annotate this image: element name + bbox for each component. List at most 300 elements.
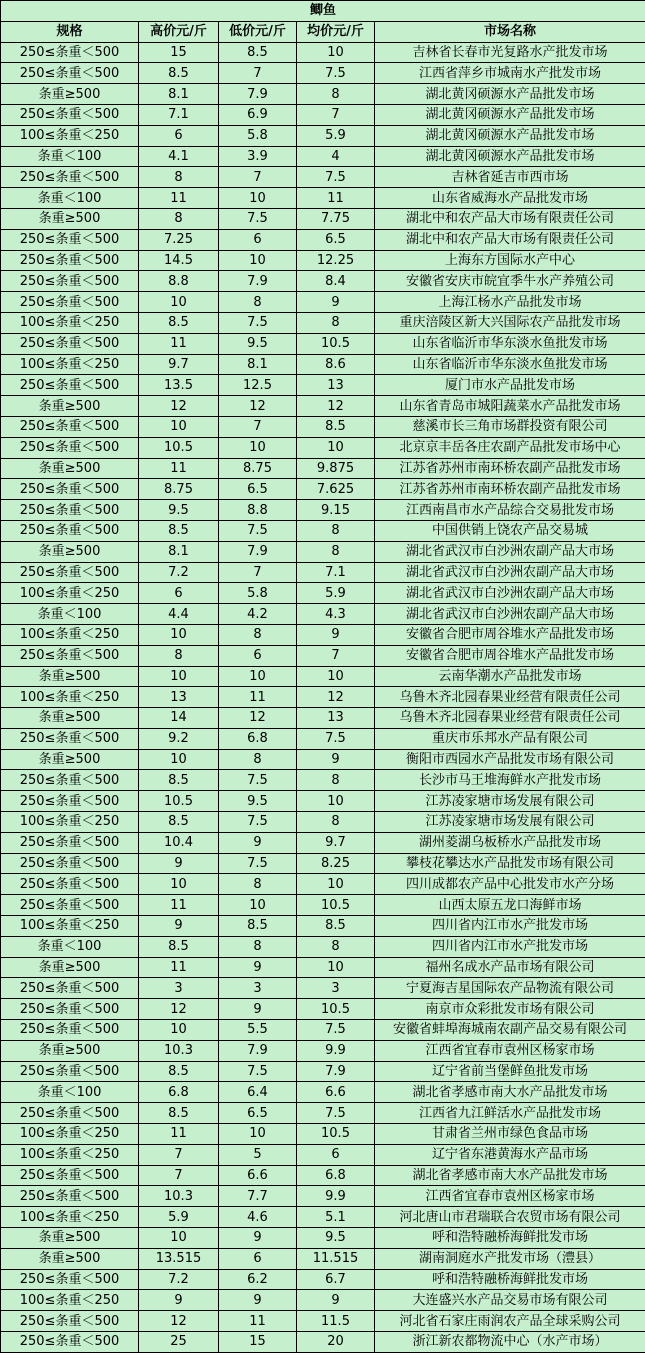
cell-high-price: 8 [139,167,219,188]
cell-avg-price: 4 [297,146,375,167]
cell-high-price: 8.5 [139,1061,219,1082]
cell-low-price: 11 [219,1311,297,1332]
table-row [1,104,645,125]
cell-high-price: 10 [139,666,219,687]
cell-low-price: 9.5 [219,791,297,812]
table-row [1,978,645,999]
cell-avg-price: 10.5 [297,1124,375,1145]
cell-avg-price: 7.5 [297,1020,375,1041]
table-row [1,42,645,63]
table-row [1,458,645,479]
cell-avg-price: 8 [297,936,375,957]
cell-spec: 250≤条重＜500 [1,375,139,396]
cell-low-price: 5.8 [219,583,297,604]
cell-high-price: 10 [139,874,219,895]
table-row [1,312,645,333]
cell-spec: 250≤条重＜500 [1,1311,139,1332]
cell-low-price: 10 [219,250,297,271]
cell-high-price: 8.1 [139,541,219,562]
cell-avg-price: 10 [297,957,375,978]
cell-high-price: 8 [139,645,219,666]
cell-avg-price: 7.1 [297,562,375,583]
table-title: 鲫鱼 [1,1,645,22]
cell-high-price: 13.515 [139,1248,219,1269]
cell-spec: 250≤条重＜500 [1,1269,139,1290]
cell-high-price: 10.3 [139,1186,219,1207]
table-row [1,1269,645,1290]
cell-spec: 条重＜100 [1,604,139,625]
cell-high-price: 9 [139,1290,219,1311]
cell-low-price: 10 [219,666,297,687]
cell-avg-price: 10 [297,437,375,458]
cell-market-name: 南京市众彩批发市场有限公司 [375,999,645,1020]
cell-low-price: 10 [219,437,297,458]
table-row [1,749,645,770]
table-row [1,916,645,937]
cell-spec: 250≤条重＜500 [1,63,139,84]
cell-avg-price: 5.9 [297,125,375,146]
cell-high-price: 10 [139,1020,219,1041]
cell-spec: 100≤条重＜250 [1,624,139,645]
table-row [1,333,645,354]
cell-high-price: 8.75 [139,479,219,500]
cell-spec: 250≤条重＜500 [1,520,139,541]
cell-avg-price: 10 [297,42,375,63]
cell-low-price: 7.5 [219,208,297,229]
cell-market-name: 山东省临沂市华东淡水鱼批发市场 [375,333,645,354]
cell-spec: 100≤条重＜250 [1,687,139,708]
cell-low-price: 7.9 [219,84,297,105]
cell-high-price: 6.8 [139,1082,219,1103]
table-row [1,791,645,812]
cell-market-name: 攀枝花攀达水产品批发市场有限公司 [375,853,645,874]
cell-spec: 条重≥500 [1,1228,139,1249]
table-row [1,770,645,791]
cell-market-name: 江西省宜春市袁州区杨家市场 [375,1186,645,1207]
cell-low-price: 11 [219,687,297,708]
cell-spec: 条重≥500 [1,1040,139,1061]
cell-avg-price: 8 [297,312,375,333]
cell-low-price: 9 [219,957,297,978]
cell-spec: 250≤条重＜500 [1,562,139,583]
table-row [1,624,645,645]
table-row [1,895,645,916]
cell-low-price: 7.5 [219,770,297,791]
cell-market-name: 山东省威海水产品批发市场 [375,188,645,209]
cell-market-name: 吉林省延吉市西市场 [375,167,645,188]
table-row [1,1207,645,1228]
cell-high-price: 11 [139,895,219,916]
cell-market-name: 湖州菱湖乌板桥水产品批发市场 [375,832,645,853]
cell-avg-price: 9 [297,1290,375,1311]
cell-spec: 250≤条重＜500 [1,333,139,354]
table-row [1,84,645,105]
cell-spec: 条重＜100 [1,188,139,209]
cell-market-name: 江西省萍乡市城南水产批发市场 [375,63,645,84]
cell-low-price: 7.9 [219,1040,297,1061]
cell-high-price: 12 [139,1311,219,1332]
cell-low-price: 5.8 [219,125,297,146]
cell-high-price: 15 [139,42,219,63]
table-row [1,1186,645,1207]
cell-market-name: 江西南昌市水产品综合交易批发市场 [375,500,645,521]
cell-spec: 条重≥500 [1,708,139,729]
cell-market-name: 云南华潮水产品批发市场 [375,666,645,687]
cell-low-price: 6.8 [219,728,297,749]
cell-low-price: 7.5 [219,312,297,333]
table-row [1,416,645,437]
cell-spec: 条重≥500 [1,957,139,978]
cell-low-price: 3.9 [219,146,297,167]
cell-high-price: 8.5 [139,1103,219,1124]
cell-low-price: 7.9 [219,271,297,292]
cell-market-name: 江苏省苏州市南环桥农副产品批发市场 [375,458,645,479]
table-row [1,437,645,458]
cell-low-price: 9 [219,1290,297,1311]
cell-spec: 条重≥500 [1,84,139,105]
cell-high-price: 10.5 [139,437,219,458]
cell-high-price: 6 [139,583,219,604]
cell-low-price: 7.5 [219,853,297,874]
cell-spec: 条重≥500 [1,541,139,562]
cell-market-name: 乌鲁木齐北园春果业经营有限责任公司 [375,687,645,708]
cell-avg-price: 8.25 [297,853,375,874]
cell-spec: 250≤条重＜500 [1,479,139,500]
cell-spec: 250≤条重＜500 [1,1186,139,1207]
table-row [1,1144,645,1165]
table-row [1,604,645,625]
cell-low-price: 4.6 [219,1207,297,1228]
table-row [1,1082,645,1103]
table-row [1,728,645,749]
cell-market-name: 湖北中和农产品大市场有限责任公司 [375,229,645,250]
cell-low-price: 8 [219,936,297,957]
table-row [1,396,645,417]
cell-spec: 100≤条重＜250 [1,354,139,375]
cell-high-price: 9.5 [139,500,219,521]
cell-avg-price: 6 [297,1144,375,1165]
cell-market-name: 呼和浩特融桥海鲜批发市场 [375,1269,645,1290]
table-row [1,999,645,1020]
table-row [1,188,645,209]
cell-low-price: 15 [219,1332,297,1353]
cell-avg-price: 5.1 [297,1207,375,1228]
table-row [1,292,645,313]
cell-spec: 250≤条重＜500 [1,416,139,437]
cell-low-price: 6.5 [219,1103,297,1124]
table-row [1,1248,645,1269]
cell-avg-price: 9.5 [297,1228,375,1249]
cell-high-price: 11 [139,333,219,354]
cell-low-price: 6.6 [219,1165,297,1186]
cell-spec: 250≤条重＜500 [1,853,139,874]
cell-market-name: 江苏凌家塘市场发展有限公司 [375,812,645,833]
cell-high-price: 5.9 [139,1207,219,1228]
table-row [1,1290,645,1311]
cell-low-price: 8 [219,749,297,770]
cell-market-name: 重庆涪陵区新大兴国际农产品批发市场 [375,312,645,333]
cell-low-price: 8.1 [219,354,297,375]
cell-spec: 250≤条重＜500 [1,437,139,458]
cell-low-price: 6 [219,1248,297,1269]
cell-low-price: 9 [219,999,297,1020]
cell-avg-price: 6.6 [297,1082,375,1103]
cell-high-price: 10 [139,416,219,437]
cell-market-name: 辽宁省前当堡鲜鱼批发市场 [375,1061,645,1082]
cell-high-price: 9 [139,853,219,874]
cell-spec: 条重≥500 [1,749,139,770]
cell-high-price: 7.2 [139,562,219,583]
cell-avg-price: 13 [297,708,375,729]
cell-market-name: 湖北省孝感市南大水产品批发市场 [375,1165,645,1186]
table-row [1,271,645,292]
cell-low-price: 8 [219,874,297,895]
cell-spec: 250≤条重＜500 [1,104,139,125]
cell-low-price: 7 [219,562,297,583]
title-row [1,1,645,22]
cell-high-price: 14.5 [139,250,219,271]
header-avg-price: 均价元/斤 [297,21,375,42]
cell-spec: 250≤条重＜500 [1,229,139,250]
cell-spec: 条重≥500 [1,666,139,687]
header-high-price: 高价元/斤 [139,21,219,42]
cell-high-price: 25 [139,1332,219,1353]
cell-low-price: 7.5 [219,1061,297,1082]
table-row [1,645,645,666]
cell-market-name: 安徽省合肥市周谷堆水产品批发市场 [375,645,645,666]
cell-market-name: 江苏凌家塘市场发展有限公司 [375,791,645,812]
cell-spec: 条重＜100 [1,146,139,167]
table-row [1,229,645,250]
table-row [1,146,645,167]
cell-market-name: 河北省石家庄雨润农产品全球采购公司 [375,1311,645,1332]
cell-avg-price: 8 [297,812,375,833]
cell-avg-price: 7 [297,104,375,125]
cell-high-price: 11 [139,188,219,209]
cell-spec: 条重＜100 [1,936,139,957]
cell-low-price: 7.9 [219,541,297,562]
cell-market-name: 山东省青岛市城阳蔬菜水产品批发市场 [375,396,645,417]
cell-low-price: 12.5 [219,375,297,396]
cell-market-name: 湖北省武汉市白沙洲农副产品大市场 [375,562,645,583]
header-row [1,21,645,42]
cell-avg-price: 8.4 [297,271,375,292]
cell-spec: 250≤条重＜500 [1,1061,139,1082]
cell-avg-price: 10 [297,666,375,687]
table-row [1,1311,645,1332]
cell-high-price: 12 [139,999,219,1020]
cell-avg-price: 7.5 [297,728,375,749]
cell-market-name: 四川省内江市水产批发市场 [375,936,645,957]
cell-spec: 250≤条重＜500 [1,1332,139,1353]
table-row [1,1020,645,1041]
cell-market-name: 湖北省武汉市白沙洲农副产品大市场 [375,541,645,562]
cell-avg-price: 11.5 [297,1311,375,1332]
table-row [1,375,645,396]
cell-spec: 250≤条重＜500 [1,728,139,749]
cell-avg-price: 8.6 [297,354,375,375]
cell-low-price: 7 [219,63,297,84]
cell-market-name: 湖北黄冈硕源水产品批发市场 [375,84,645,105]
cell-spec: 条重≥500 [1,396,139,417]
cell-low-price: 8 [219,292,297,313]
cell-market-name: 上海江杨水产品批发市场 [375,292,645,313]
cell-avg-price: 7.5 [297,1103,375,1124]
cell-avg-price: 8 [297,520,375,541]
cell-high-price: 8.5 [139,63,219,84]
cell-low-price: 7.5 [219,520,297,541]
cell-avg-price: 8.5 [297,416,375,437]
table-row [1,1124,645,1145]
table-row [1,250,645,271]
cell-avg-price: 8 [297,84,375,105]
cell-market-name: 湖北中和农产品大市场有限责任公司 [375,208,645,229]
cell-spec: 条重≥500 [1,458,139,479]
cell-spec: 条重＜100 [1,1082,139,1103]
table-row [1,687,645,708]
table-row [1,708,645,729]
cell-market-name: 慈溪市长三角市场群投资有限公司 [375,416,645,437]
cell-low-price: 5.5 [219,1020,297,1041]
cell-market-name: 湖北省武汉市白沙洲农副产品大市场 [375,604,645,625]
cell-low-price: 5 [219,1144,297,1165]
cell-low-price: 8.8 [219,500,297,521]
cell-spec: 250≤条重＜500 [1,500,139,521]
cell-low-price: 7 [219,416,297,437]
cell-spec: 250≤条重＜500 [1,1103,139,1124]
cell-market-name: 辽宁省东港黄海水产品市场 [375,1144,645,1165]
cell-market-name: 湖北黄冈硕源水产品批发市场 [375,125,645,146]
cell-spec: 条重≥500 [1,1248,139,1269]
cell-high-price: 4.4 [139,604,219,625]
cell-avg-price: 8.5 [297,916,375,937]
cell-low-price: 9 [219,832,297,853]
cell-market-name: 湖北黄冈硕源水产品批发市场 [375,146,645,167]
cell-spec: 250≤条重＜500 [1,832,139,853]
table-row [1,957,645,978]
cell-high-price: 8.5 [139,770,219,791]
cell-market-name: 重庆市乐邦水产品有限公司 [375,728,645,749]
cell-avg-price: 6.7 [297,1269,375,1290]
cell-market-name: 上海东方国际水产中心 [375,250,645,271]
table-row [1,562,645,583]
cell-market-name: 江苏省苏州市南环桥农副产品批发市场 [375,479,645,500]
cell-low-price: 8.75 [219,458,297,479]
cell-market-name: 湖南洞庭水产批发市场（澧县） [375,1248,645,1269]
cell-avg-price: 11 [297,188,375,209]
cell-market-name: 河北唐山市君瑞联合农贸市场有限公司 [375,1207,645,1228]
header-market-name: 市场名称 [375,21,645,42]
cell-high-price: 14 [139,708,219,729]
cell-high-price: 8.5 [139,812,219,833]
table-row [1,354,645,375]
cell-low-price: 4.2 [219,604,297,625]
cell-avg-price: 7.9 [297,1061,375,1082]
cell-market-name: 福州名成水产品市场有限公司 [375,957,645,978]
cell-high-price: 12 [139,396,219,417]
cell-low-price: 6.2 [219,1269,297,1290]
cell-spec: 250≤条重＜500 [1,167,139,188]
cell-low-price: 7.5 [219,812,297,833]
cell-market-name: 湖北省孝感市南大水产品批发市场 [375,1082,645,1103]
cell-avg-price: 8 [297,770,375,791]
cell-avg-price: 6.8 [297,1165,375,1186]
cell-spec: 250≤条重＜500 [1,1020,139,1041]
cell-low-price: 7.7 [219,1186,297,1207]
cell-market-name: 江西省九江鲜活水产品批发市场 [375,1103,645,1124]
cell-low-price: 9 [219,1228,297,1249]
cell-market-name: 甘肃省兰州市绿色食品市场 [375,1124,645,1145]
cell-avg-price: 7.5 [297,63,375,84]
cell-high-price: 7.25 [139,229,219,250]
cell-spec: 250≤条重＜500 [1,999,139,1020]
cell-high-price: 8.5 [139,520,219,541]
table-row [1,853,645,874]
cell-market-name: 山西太原五龙口海鲜市场 [375,895,645,916]
cell-high-price: 10.3 [139,1040,219,1061]
cell-high-price: 10.5 [139,791,219,812]
cell-market-name: 北京京丰岳各庄农副产品批发市场中心 [375,437,645,458]
cell-high-price: 7.2 [139,1269,219,1290]
table-row [1,832,645,853]
cell-high-price: 9.7 [139,354,219,375]
cell-market-name: 宁夏海吉星国际农产品物流有限公司 [375,978,645,999]
cell-avg-price: 3 [297,978,375,999]
cell-high-price: 9.2 [139,728,219,749]
cell-market-name: 湖北黄冈硕源水产品批发市场 [375,104,645,125]
cell-low-price: 8 [219,624,297,645]
cell-spec: 250≤条重＜500 [1,250,139,271]
cell-high-price: 11 [139,957,219,978]
cell-avg-price: 5.9 [297,583,375,604]
cell-low-price: 6.9 [219,104,297,125]
cell-market-name: 安徽省蚌埠海城南农副产品交易有限公司 [375,1020,645,1041]
cell-market-name: 呼和浩特融桥海鲜批发市场 [375,1228,645,1249]
table-row [1,666,645,687]
cell-spec: 250≤条重＜500 [1,770,139,791]
cell-market-name: 吉林省长春市光复路水产批发市场 [375,42,645,63]
cell-high-price: 3 [139,978,219,999]
cell-avg-price: 4.3 [297,604,375,625]
cell-low-price: 12 [219,708,297,729]
table-row [1,520,645,541]
cell-low-price: 6 [219,645,297,666]
table-row [1,500,645,521]
cell-high-price: 11 [139,458,219,479]
cell-low-price: 9.5 [219,333,297,354]
cell-market-name: 四川省内江市水产批发市场 [375,916,645,937]
cell-market-name: 大连盛兴水产品交易市场有限公司 [375,1290,645,1311]
table-row [1,63,645,84]
table-row [1,479,645,500]
cell-market-name: 乌鲁木齐北园春果业经营有限责任公司 [375,708,645,729]
cell-market-name: 山东省临沂市华东淡水鱼批发市场 [375,354,645,375]
table-row [1,208,645,229]
cell-avg-price: 13 [297,375,375,396]
cell-spec: 250≤条重＜500 [1,895,139,916]
cell-high-price: 8.8 [139,271,219,292]
table-row [1,583,645,604]
cell-high-price: 8 [139,208,219,229]
cell-avg-price: 9 [297,624,375,645]
table-row [1,812,645,833]
cell-spec: 条重≥500 [1,208,139,229]
cell-spec: 100≤条重＜250 [1,125,139,146]
cell-avg-price: 10 [297,791,375,812]
cell-spec: 250≤条重＜500 [1,874,139,895]
cell-avg-price: 9.15 [297,500,375,521]
cell-avg-price: 8 [297,541,375,562]
